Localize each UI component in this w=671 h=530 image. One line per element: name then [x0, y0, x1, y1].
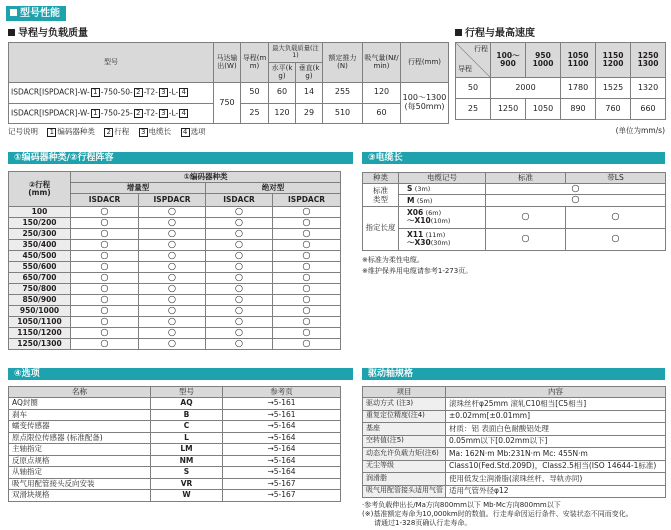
legend-item	[138, 127, 172, 136]
option-model-code: LM	[151, 444, 223, 456]
cable-code-symbol: X06	[407, 208, 424, 218]
cable-row	[363, 195, 666, 206]
legend-symbol: 4	[181, 128, 190, 137]
availability-mark: ○	[486, 228, 566, 250]
absolute-isdacr-mark: ○	[206, 218, 273, 229]
option-reference-page: →5-167	[223, 490, 341, 502]
model-isdacr-header: ISDACR	[206, 194, 273, 207]
max-speed-value: 1250	[491, 99, 526, 120]
incremental-ispdacr-mark: ○	[139, 262, 206, 273]
model-code-text: -L-	[168, 108, 179, 118]
stroke-row	[9, 339, 341, 350]
speed-row	[456, 78, 666, 99]
stroke-value: 1100	[567, 59, 589, 68]
stroke-header: 行程(mm)	[401, 43, 449, 83]
spec-item: 吸气用配管接头适用气管	[363, 485, 446, 498]
incremental-ispdacr-mark: ○	[139, 295, 206, 306]
absolute-ispdacr-mark: ○	[273, 295, 341, 306]
stroke-row	[9, 295, 341, 306]
stroke-value: 1000	[532, 59, 554, 68]
stroke-header-label: ②行程	[28, 179, 51, 189]
cable-note: ※标准为柔性电缆。	[362, 256, 424, 264]
option-reference-page: →5-164	[223, 421, 341, 433]
option-reference-page: →5-164	[223, 467, 341, 479]
cable-length: (3m)	[414, 185, 431, 194]
absolute-ispdacr-mark: ○	[273, 262, 341, 273]
incremental-ispdacr-mark: ○	[139, 317, 206, 328]
corner-lead-label: 导程	[458, 65, 472, 74]
max-speed-value: 2000	[491, 78, 561, 99]
incremental-isdacr-mark: ○	[71, 339, 139, 350]
model-code-text: -T2-	[143, 87, 158, 97]
stroke-value: 850/900	[9, 295, 71, 306]
stroke-row	[9, 262, 341, 273]
encoder-type-symbol: 1	[91, 109, 100, 118]
absolute-ispdacr-mark: ○	[273, 284, 341, 295]
spec-content: ±0.02mm[±0.01mm]	[446, 410, 666, 423]
legend-label: 记号说明	[8, 127, 38, 136]
stroke-value: 350/400	[9, 240, 71, 251]
max-load-header: 最大负载质量(注1)	[269, 43, 323, 63]
option-model-code: S	[151, 467, 223, 479]
stroke-row	[9, 207, 341, 218]
absolute-ispdacr-mark: ○	[273, 328, 341, 339]
cable-kind-header: 种类	[363, 173, 399, 184]
option-name: AQ封圈	[9, 398, 151, 410]
lead-value: 50	[241, 83, 269, 104]
standard-type-cell	[363, 184, 399, 207]
spec-note: 请通过1-328页确认行走寿命。	[374, 519, 472, 527]
spec-content: 材质：铝 表面白色耐酸铝处理	[446, 423, 666, 436]
stroke-speed-title: 行程与最高速度	[455, 28, 535, 40]
absolute-isdacr-mark: ○	[206, 339, 273, 350]
absolute-isdacr-mark: ○	[206, 240, 273, 251]
spec-row	[363, 448, 666, 461]
model-ispdacr-header: ISPDACR	[273, 194, 341, 207]
stroke-value: 1250/1300	[9, 339, 71, 350]
legend-item	[180, 127, 206, 136]
absolute-isdacr-mark: ○	[206, 295, 273, 306]
spec-item: 基座	[363, 423, 446, 436]
option-name: 主轴指定	[9, 444, 151, 456]
stroke-header	[9, 172, 71, 207]
stroke-row	[9, 273, 341, 284]
cable-length: (10m)	[430, 217, 451, 226]
incremental-ispdacr-mark: ○	[139, 251, 206, 262]
model-code-text: -750-50-	[100, 87, 133, 97]
option-model-header: 型号	[151, 387, 223, 398]
model-header: 型号	[9, 43, 214, 83]
stroke-value: 100～	[496, 50, 520, 60]
stroke-value: 650/700	[9, 273, 71, 284]
option-name-header: 名称	[9, 387, 151, 398]
spec-row	[363, 410, 666, 423]
absolute-ispdacr-mark: ○	[273, 317, 341, 328]
stroke-row	[9, 284, 341, 295]
cable-code-symbol: S	[407, 184, 413, 194]
incremental-ispdacr-mark: ○	[139, 240, 206, 251]
incremental-isdacr-mark: ○	[71, 295, 139, 306]
rated-thrust-header: 额定推力(N)	[323, 43, 363, 83]
cable-code	[399, 206, 486, 228]
option-row	[9, 467, 341, 479]
model-code-text: -L-	[168, 87, 179, 97]
stroke-column-header	[631, 43, 666, 78]
incremental-isdacr-mark: ○	[71, 284, 139, 295]
incremental-isdacr-mark: ○	[71, 240, 139, 251]
options-table	[8, 386, 341, 502]
horizontal-load-header: 水平(kg)	[269, 63, 296, 83]
stroke-row	[9, 229, 341, 240]
cable-code-symbol: M	[407, 195, 415, 205]
cable-length: (6m)	[425, 209, 442, 218]
cable-length: (11m)	[425, 231, 446, 240]
stroke-symbol: 2	[134, 88, 143, 97]
absolute-isdacr-mark: ○	[206, 273, 273, 284]
encoder-stroke-section-bar: ①编码器种类/②行程阵容	[8, 152, 353, 164]
legend-symbol: 1	[47, 128, 56, 137]
option-model-code: W	[151, 490, 223, 502]
absolute-isdacr-mark: ○	[206, 306, 273, 317]
stroke-pitch: (每50mm)	[404, 102, 445, 111]
spec-row	[363, 460, 666, 473]
incremental-isdacr-mark: ○	[71, 262, 139, 273]
cable-length-symbol: 3	[159, 109, 168, 118]
vertical-load-value: 29	[296, 103, 323, 124]
absolute-isdacr-mark: ○	[206, 328, 273, 339]
absolute-ispdacr-mark: ○	[273, 306, 341, 317]
cable-code-symbol: ～X30	[407, 238, 431, 248]
legend-symbol: 3	[139, 128, 148, 137]
max-speed-value: 1525	[596, 78, 631, 99]
spec-content: Class10(Fed.Std.209D)，Class2.5相当(ISO 14644-1标准)	[446, 460, 666, 473]
cable-code-symbol: ～X10	[407, 216, 431, 226]
cable-row	[363, 228, 666, 250]
option-symbol: 4	[179, 109, 188, 118]
stroke-row	[9, 251, 341, 262]
stroke-symbol: 2	[134, 109, 143, 118]
spec-item-header: 项目	[363, 387, 446, 398]
spec-content: 滚珠丝杆φ25mm 滚轧C10相当[C5相当]	[446, 398, 666, 411]
cable-length: (30m)	[430, 239, 451, 248]
cable-note: ※维护保养用电缆请参考1-273页。	[362, 267, 473, 275]
stroke-value: 1200	[602, 59, 624, 68]
incremental-ispdacr-mark: ○	[139, 207, 206, 218]
horizontal-load-value: 120	[269, 103, 296, 124]
page-title-banner	[6, 6, 66, 21]
air-intake-header: 吸气量(Nℓ/min)	[363, 43, 401, 83]
option-model-code: NM	[151, 455, 223, 467]
model-code-text: ISDACR[ISPDACR]-W-	[11, 87, 90, 97]
incremental-isdacr-mark: ○	[71, 229, 139, 240]
lead-value: 25	[241, 103, 269, 124]
spec-item: 无尘等级	[363, 460, 446, 473]
corner-stroke-label: 行程	[474, 45, 488, 53]
max-speed-value: 890	[561, 99, 596, 120]
option-reference-page: →5-164	[223, 444, 341, 456]
incremental-ispdacr-mark: ○	[139, 306, 206, 317]
option-row	[9, 398, 341, 410]
spec-notes	[362, 501, 665, 528]
drive-spec-section-bar: 驱动轴规格	[362, 368, 665, 380]
absolute-isdacr-mark: ○	[206, 317, 273, 328]
option-name: 原点限位传感器 (标准配备)	[9, 432, 151, 444]
stroke-value: 450/500	[9, 251, 71, 262]
spec-row	[363, 485, 666, 498]
cable-code-header: 电缆记号	[399, 173, 486, 184]
spec-content: Ma: 162N·m Mb:231N·m Mc: 455N·m	[446, 448, 666, 461]
option-name: 吸气用配管接头反向安装	[9, 478, 151, 490]
incremental-isdacr-mark: ○	[71, 207, 139, 218]
absolute-ispdacr-mark: ○	[273, 251, 341, 262]
stroke-value: 750/800	[9, 284, 71, 295]
spec-row	[363, 398, 666, 411]
cable-length: (5m)	[416, 196, 433, 205]
option-row	[9, 432, 341, 444]
option-model-code: AQ	[151, 398, 223, 410]
spec-content: 0.05mm以下[0.02mm以下]	[446, 435, 666, 448]
incremental-ispdacr-mark: ○	[139, 229, 206, 240]
incremental-isdacr-mark: ○	[71, 328, 139, 339]
cable-row	[363, 184, 666, 195]
spec-content: 使用低发尘润滑脂(滚珠丝杆、导轨亦同)	[446, 473, 666, 486]
incremental-isdacr-mark: ○	[71, 218, 139, 229]
spec-note: (※)基准额定寿命为10,000km时的数值。行走寿命因运行条件、安装状态不同而变化。	[362, 510, 633, 518]
legend-item	[103, 127, 129, 136]
stroke-value: 1300	[637, 59, 659, 68]
stroke-value: 950	[535, 50, 551, 60]
stroke-value: 1250	[637, 50, 659, 60]
lead-value: 25	[456, 99, 491, 120]
option-reference-page: →5-164	[223, 432, 341, 444]
model-code-text: ISDACR[ISPDACR]-W-	[11, 108, 90, 118]
stroke-row	[9, 317, 341, 328]
air-intake-value: 60	[363, 103, 401, 124]
availability-mark: ○	[486, 206, 566, 228]
motor-output-value: 750	[214, 83, 241, 124]
incremental-isdacr-mark: ○	[71, 306, 139, 317]
stroke-row	[9, 218, 341, 229]
absolute-ispdacr-mark: ○	[273, 273, 341, 284]
legend-text: 电缆长	[148, 127, 172, 136]
availability-mark: ○	[566, 228, 666, 250]
availability-mark: ○	[566, 206, 666, 228]
specified-length-cell: 指定长度	[363, 206, 399, 250]
cable-code	[399, 195, 486, 206]
legend-text: 编码器种类	[57, 127, 95, 136]
model-isdacr-header: ISDACR	[71, 194, 139, 207]
stroke-column-header	[561, 43, 596, 78]
stroke-row	[9, 306, 341, 317]
lead-load-title: 导程与负载质量	[8, 28, 88, 40]
stroke-column-header	[596, 43, 631, 78]
stroke-value: 550/600	[9, 262, 71, 273]
option-row	[9, 421, 341, 433]
spec-content-header: 内容	[446, 387, 666, 398]
lead-value: 50	[456, 78, 491, 99]
spec-row	[363, 435, 666, 448]
encoder-stroke-table	[8, 171, 341, 350]
absolute-ispdacr-mark: ○	[273, 218, 341, 229]
cable-section-bar: ③电缆长	[362, 152, 665, 164]
stroke-row	[9, 240, 341, 251]
stroke-header-unit: (mm)	[28, 188, 51, 197]
incremental-isdacr-mark: ○	[71, 317, 139, 328]
incremental-header: 增量型	[71, 183, 206, 194]
stroke-speed-table	[455, 42, 666, 120]
stroke-value: 1050/1100	[9, 317, 71, 328]
model-code	[9, 103, 214, 124]
model-ispdacr-header: ISPDACR	[139, 194, 206, 207]
rated-thrust-value: 255	[323, 83, 363, 104]
legend-text: 行程	[114, 127, 130, 136]
absolute-ispdacr-mark: ○	[273, 240, 341, 251]
cable-length-symbol: 3	[159, 88, 168, 97]
air-intake-value: 120	[363, 83, 401, 104]
max-speed-value: 760	[596, 99, 631, 120]
load-row	[9, 83, 449, 104]
encoder-type-symbol: 1	[91, 88, 100, 97]
availability-mark: ○	[486, 195, 666, 206]
stroke-value: 1150/1200	[9, 328, 71, 339]
spec-item: 驱动方式 (注3)	[363, 398, 446, 411]
absolute-ispdacr-mark: ○	[273, 339, 341, 350]
option-row	[9, 478, 341, 490]
cable-notes	[362, 255, 472, 277]
spec-note: ·参考负载伸出长/Ma方向800mm以下 Mb·Mc方向800mm以下	[362, 501, 561, 509]
cable-code-symbol: X11	[407, 230, 424, 240]
spec-item: 空转值(注5)	[363, 435, 446, 448]
incremental-isdacr-mark: ○	[71, 273, 139, 284]
incremental-ispdacr-mark: ○	[139, 339, 206, 350]
absolute-header: 绝对型	[206, 183, 341, 194]
stroke-value: 1050	[567, 50, 589, 60]
option-reference-page: →5-164	[223, 455, 341, 467]
spec-item: 动态允许负载力矩(注6)	[363, 448, 446, 461]
model-code-text: -750-25-	[100, 108, 133, 118]
stroke-value: 100	[9, 207, 71, 218]
stroke-value: 900	[500, 59, 516, 68]
absolute-ispdacr-mark: ○	[273, 207, 341, 218]
option-row	[9, 490, 341, 502]
incremental-ispdacr-mark: ○	[139, 328, 206, 339]
max-speed-value: 1050	[526, 99, 561, 120]
absolute-isdacr-mark: ○	[206, 262, 273, 273]
stroke-value: 1150	[602, 50, 624, 60]
absolute-isdacr-mark: ○	[206, 207, 273, 218]
option-model-code: B	[151, 409, 223, 421]
vertical-load-value: 14	[296, 83, 323, 104]
stroke-range	[401, 83, 449, 124]
incremental-ispdacr-mark: ○	[139, 218, 206, 229]
absolute-isdacr-mark: ○	[206, 229, 273, 240]
model-code	[9, 83, 214, 104]
symbol-legend	[8, 126, 206, 137]
absolute-isdacr-mark: ○	[206, 284, 273, 295]
lead-load-table	[8, 42, 449, 124]
options-section-bar: ④选项	[8, 368, 353, 380]
page-title: 型号性能	[20, 8, 60, 19]
option-model-code: VR	[151, 478, 223, 490]
legend-item	[46, 127, 95, 136]
option-name: 双滑块规格	[9, 490, 151, 502]
cable-row	[363, 206, 666, 228]
stroke-value: 150/200	[9, 218, 71, 229]
legend-symbol: 2	[104, 128, 113, 137]
option-name: 蠕变传感器	[9, 421, 151, 433]
option-reference-page: →5-161	[223, 409, 341, 421]
max-speed-value: 1780	[561, 78, 596, 99]
incremental-ispdacr-mark: ○	[139, 273, 206, 284]
vertical-load-header: 垂直(kg)	[296, 63, 323, 83]
lead-header: 导程(mm)	[241, 43, 269, 83]
motor-output-header: 马达输出(W)	[214, 43, 241, 83]
cable-code	[399, 184, 486, 195]
option-model-code: C	[151, 421, 223, 433]
standard-type-label: 标准类型	[373, 185, 388, 204]
cable-standard-header: 标准	[486, 173, 566, 184]
stroke-lead-corner-header	[456, 43, 491, 78]
option-row	[9, 455, 341, 467]
spec-row	[363, 473, 666, 486]
drive-spec-table	[362, 386, 666, 498]
legend-text: 选项	[190, 127, 206, 136]
option-row	[9, 444, 341, 456]
option-name: 刹车	[9, 409, 151, 421]
option-reference-page: →5-167	[223, 478, 341, 490]
stroke-value: 250/300	[9, 229, 71, 240]
stroke-value: 950/1000	[9, 306, 71, 317]
stroke-column-header	[526, 43, 561, 78]
incremental-isdacr-mark: ○	[71, 251, 139, 262]
horizontal-load-value: 60	[269, 83, 296, 104]
option-row	[9, 409, 341, 421]
model-code-text: -T2-	[143, 108, 158, 118]
absolute-ispdacr-mark: ○	[273, 229, 341, 240]
max-speed-value: 660	[631, 99, 666, 120]
encoder-type-header: ①编码器种类	[71, 172, 341, 183]
cable-with-ls-header: 带LS	[566, 173, 666, 184]
spec-item: 重复定位精度(注4)	[363, 410, 446, 423]
incremental-ispdacr-mark: ○	[139, 284, 206, 295]
stroke-range-value: 100～1300	[402, 93, 447, 103]
absolute-isdacr-mark: ○	[206, 251, 273, 262]
availability-mark: ○	[486, 184, 666, 195]
cable-length-table	[362, 172, 666, 251]
max-speed-value: 1320	[631, 78, 666, 99]
rated-thrust-value: 510	[323, 103, 363, 124]
spec-content: 适用气管外径φ12	[446, 485, 666, 498]
cable-code	[399, 228, 486, 250]
speed-unit-note: (单位为mm/s)	[615, 126, 665, 135]
option-name: 从轴指定	[9, 467, 151, 479]
option-model-code: L	[151, 432, 223, 444]
option-symbol: 4	[179, 88, 188, 97]
stroke-column-header	[491, 43, 526, 78]
speed-row	[456, 99, 666, 120]
option-name: 反原点规格	[9, 455, 151, 467]
stroke-row	[9, 328, 341, 339]
spec-row	[363, 423, 666, 436]
option-reference-page: →5-161	[223, 398, 341, 410]
spec-item: 润滑脂	[363, 473, 446, 486]
option-reference-header: 参考页	[223, 387, 341, 398]
